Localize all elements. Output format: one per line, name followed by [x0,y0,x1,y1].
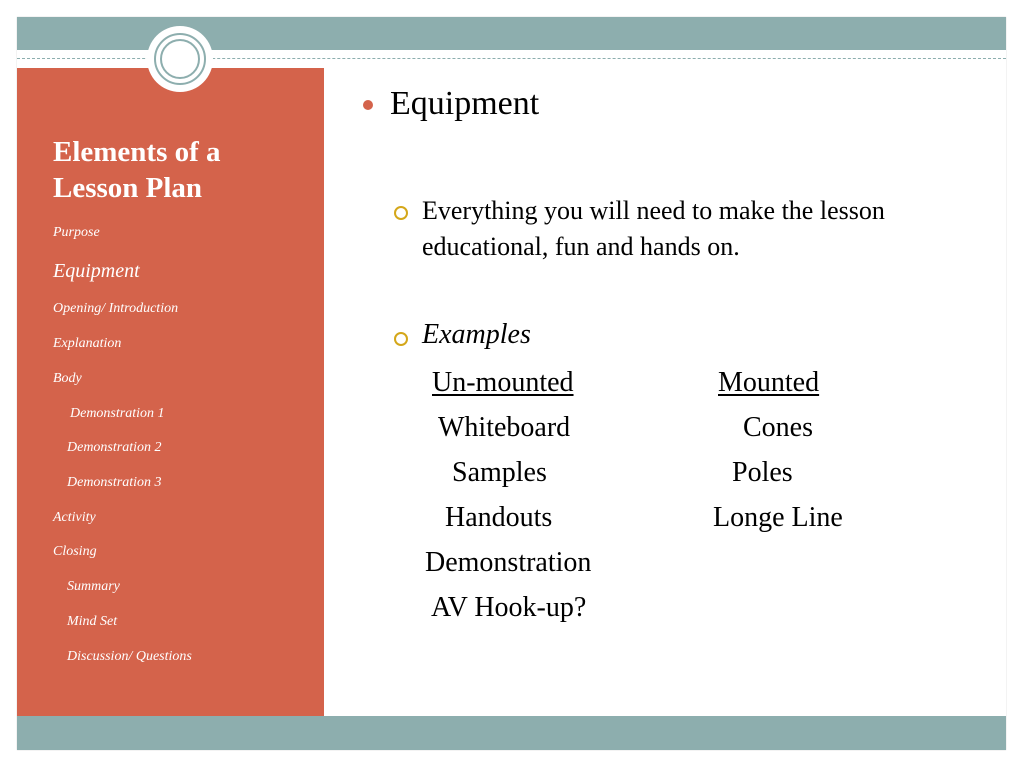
page-heading: Equipment [390,85,540,122]
sidebar-item-demonstration-1: Demonstration 1 [70,406,165,421]
ring-bullet-icon [394,332,408,346]
sidebar-item-opening: Opening/ Introduction [53,301,179,316]
sidebar-item-discussion: Discussion/ Questions [67,649,192,664]
sidebar-item-summary: Summary [67,579,120,594]
ring-bullet-icon [394,206,408,220]
sidebar-title: Elements of a Lesson Plan [53,136,221,204]
sidebar-item-demonstration-2: Demonstration 2 [67,440,162,455]
sidebar-item-mind-set: Mind Set [67,614,118,629]
mounted-header: Mounted [718,367,820,398]
sidebar-item-demonstration-3: Demonstration 3 [67,475,162,490]
sidebar-item-purpose: Purpose [53,225,100,240]
list-item: Samples [452,457,547,488]
bullet-dot-icon [363,100,373,110]
slide [17,17,1006,750]
sidebar-item-explanation: Explanation [53,336,122,351]
sidebar-item-equipment: Equipment [53,260,140,282]
list-item: AV Hook-up? [431,592,587,623]
list-item: Whiteboard [438,412,571,443]
list-item: Poles [732,457,793,488]
examples-label: Examples [422,319,531,350]
list-item: Longe Line [713,502,843,533]
list-item: Handouts [445,502,553,533]
list-item: Demonstration [425,547,592,578]
sidebar-item-activity: Activity [53,510,96,525]
description-text: Everything you will need to make the lesson educational, fun and hands on. [422,196,885,261]
sidebar-item-closing: Closing [53,544,97,559]
sidebar-item-body: Body [53,371,82,386]
unmounted-header: Un-mounted [432,367,574,398]
ring-ornament-icon [147,26,213,92]
bottom-band [17,716,1006,750]
list-item: Cones [743,412,813,443]
sidebar [17,68,324,716]
